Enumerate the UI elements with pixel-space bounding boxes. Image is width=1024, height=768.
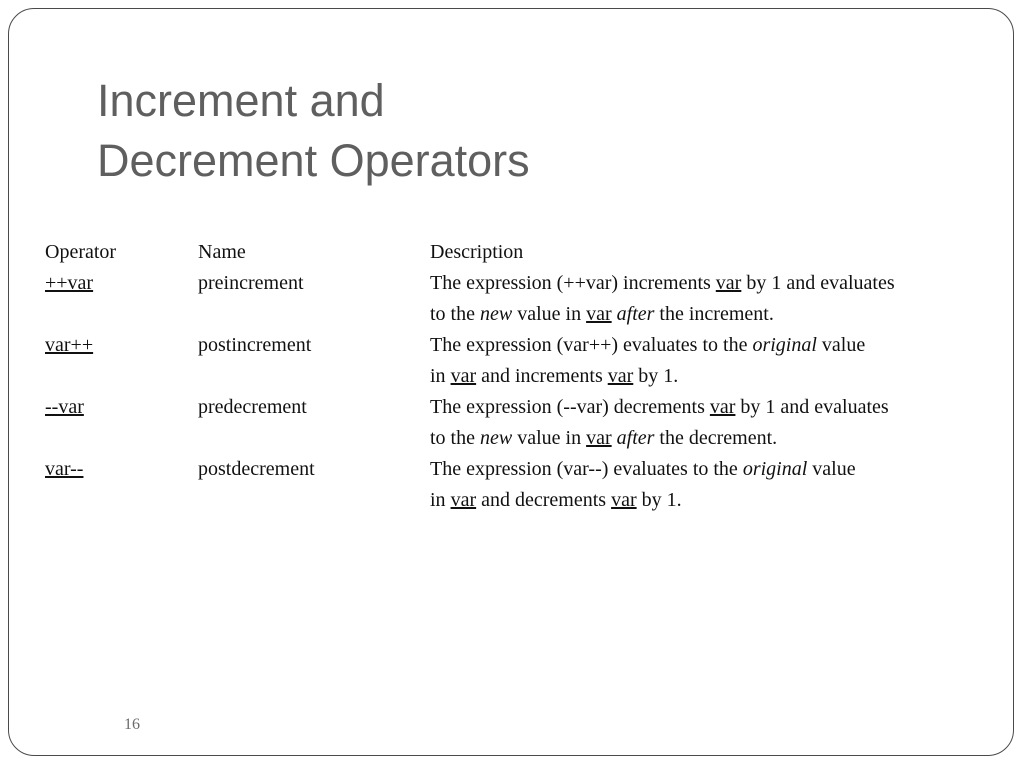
slide-title-line-1: Increment and bbox=[97, 75, 385, 126]
name-postincrement: postincrement bbox=[198, 334, 312, 356]
text-segment: The expression (--var) decrements bbox=[430, 396, 710, 418]
name-predecrement: predecrement bbox=[198, 396, 307, 418]
text-segment: value bbox=[816, 334, 866, 356]
var-term: var bbox=[611, 489, 637, 511]
table-row bbox=[45, 454, 990, 516]
text-segment: The expression (++var) increments bbox=[430, 272, 716, 294]
header-operator: Operator bbox=[45, 241, 117, 263]
description-predecrement bbox=[430, 392, 990, 454]
description-postdecrement bbox=[430, 454, 990, 516]
emphasis-term: new bbox=[480, 303, 513, 325]
emphasis-term: after bbox=[616, 427, 655, 449]
var-term: var bbox=[709, 396, 736, 418]
var-term: var bbox=[715, 272, 742, 294]
header-name: Name bbox=[198, 241, 246, 263]
text-segment: and increments bbox=[476, 365, 608, 387]
emphasis-term: original bbox=[742, 458, 808, 480]
text-segment: The expression (var++) evaluates to the bbox=[430, 334, 753, 356]
description-line-1 bbox=[430, 330, 990, 361]
var-term: var bbox=[586, 303, 612, 325]
description-line-2 bbox=[430, 423, 990, 454]
description-preincrement bbox=[430, 268, 990, 330]
text-segment: value bbox=[807, 458, 856, 480]
text-segment: by 1 and evaluates bbox=[741, 272, 895, 294]
text-segment: value in bbox=[512, 303, 587, 325]
var-term: var bbox=[450, 489, 477, 511]
text-segment: the decrement. bbox=[654, 427, 778, 449]
description-line-1 bbox=[430, 454, 990, 485]
operator-predecrement: --var bbox=[45, 396, 84, 418]
name-postdecrement: postdecrement bbox=[198, 458, 315, 480]
table-row bbox=[45, 392, 990, 454]
operators-table bbox=[45, 237, 990, 516]
table-header-row bbox=[45, 237, 990, 268]
slide-title-line-2: Decrement Operators bbox=[97, 135, 530, 186]
text-segment: by 1. bbox=[633, 365, 679, 387]
text-segment: value in bbox=[512, 427, 587, 449]
text-segment: in bbox=[430, 365, 451, 387]
text-segment: the increment. bbox=[654, 303, 774, 325]
operator-postdecrement: var-- bbox=[45, 458, 84, 480]
var-term: var bbox=[450, 365, 477, 387]
var-term: var bbox=[607, 365, 634, 387]
text-segment: by 1 and evaluates bbox=[735, 396, 889, 418]
description-line-1 bbox=[430, 392, 990, 423]
emphasis-term: new bbox=[480, 427, 513, 449]
text-segment: and decrements bbox=[476, 489, 612, 511]
description-line-2 bbox=[430, 361, 990, 392]
operator-preincrement: ++var bbox=[45, 272, 94, 294]
var-term: var bbox=[586, 427, 612, 449]
description-line-2 bbox=[430, 299, 990, 330]
name-preincrement: preincrement bbox=[198, 272, 304, 294]
slide-frame bbox=[8, 8, 1014, 756]
emphasis-term: original bbox=[752, 334, 817, 356]
description-line-2 bbox=[430, 485, 990, 516]
emphasis-term: after bbox=[616, 303, 655, 325]
text-segment: The expression (var--) evaluates to the bbox=[430, 458, 743, 480]
text-segment: to the bbox=[430, 427, 480, 449]
table-row bbox=[45, 268, 990, 330]
operator-postincrement: var++ bbox=[45, 334, 94, 356]
text-segment: to the bbox=[430, 303, 480, 325]
text-segment: in bbox=[430, 489, 451, 511]
slide-title bbox=[97, 71, 530, 191]
header-description: Description bbox=[430, 241, 524, 263]
table-row bbox=[45, 330, 990, 392]
description-line-1 bbox=[430, 268, 990, 299]
page-number: 16 bbox=[124, 716, 140, 733]
text-segment: by 1. bbox=[636, 489, 682, 511]
description-postincrement bbox=[430, 330, 990, 392]
